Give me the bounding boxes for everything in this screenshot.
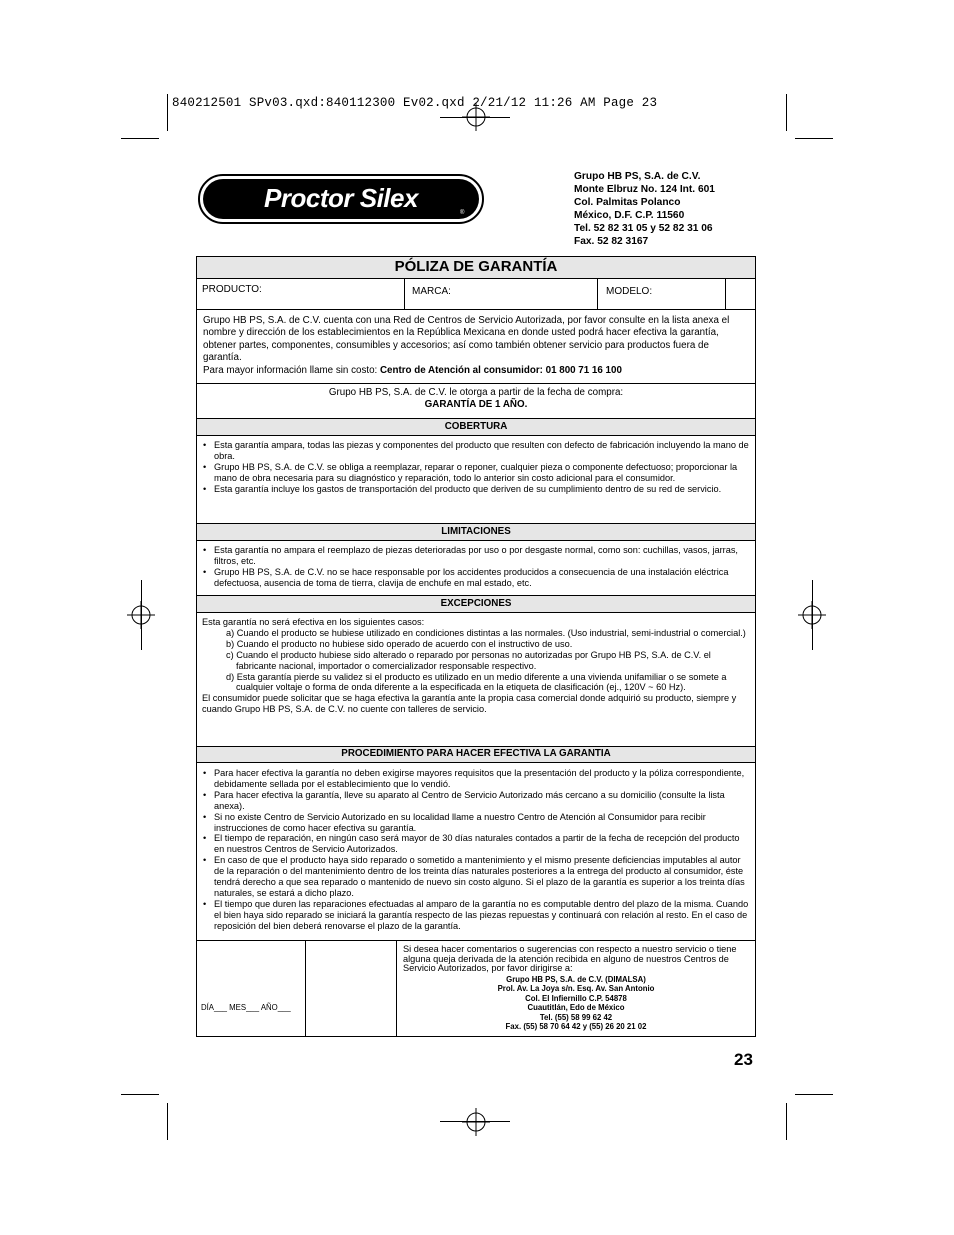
list-item: • Para hacer efectiva la garantía, lleve su aparato al Centro de Servicio Autorizado más cercano a su domicilio (consulte la lista anexa). bbox=[202, 790, 749, 812]
section-title-limitaciones: LIMITACIONES bbox=[441, 526, 511, 537]
company-line: Monte Elbruz No. 124 Int. 601 bbox=[574, 184, 715, 196]
list-item: • Si no existe Centro de Servicio Autorizado en su localidad llame a nuestro Centro de Atención al Consumidor para recibir instrucciones de como hacer efectiva su garantía. bbox=[202, 812, 749, 834]
comments-text: Si desea hacer comentarios o sugerencias con respecto a nuestro servicio o tiene alguna queja derivada de la atención recibida en alguno de nuestros Centros de Servicio Autorizados, por favor dirigirse a: bbox=[403, 944, 737, 974]
intro-text: Grupo HB PS, S.A. de C.V. cuenta con una Red de Centros de Servicio Autorizada, por favor consulte en la lista anexa el nombre y dirección de los establecimientos en la República Mexicana en donde usted podrá hacer efectiva la garantía, obtener partes, componentes, consumibles y accesorios; así como también obtener servicio para productos fuera de garantía. bbox=[203, 315, 730, 364]
exception-case: c) Cuando el producto hubiese sido alterado o reparado por personas no autorizadas por Grupo HB PS, S.A. de C.V. el fabricante nacional, importador o comercializador responsable respectivo. bbox=[226, 649, 711, 671]
warranty-period: GARANTÍA DE 1 AÑO. bbox=[424, 399, 528, 411]
grant-line: Grupo HB PS, S.A. de C.V. le otorga a partir de la fecha de compra: bbox=[328, 387, 624, 398]
svg-text:Proctor Silex: Proctor Silex bbox=[264, 183, 418, 213]
date-fields: DÍA___ MES___ AÑO___ bbox=[201, 1003, 291, 1012]
cobertura-list bbox=[202, 440, 749, 495]
svg-text:®: ® bbox=[460, 210, 465, 216]
info-prefix: Para mayor información llame sin costo: bbox=[203, 364, 380, 376]
product-label: PRODUCTO: bbox=[202, 284, 262, 295]
address-line: Col. El Infiernillo C.P. 54878 bbox=[525, 993, 627, 1003]
company-line: Tel. 52 82 31 05 y 52 82 31 06 bbox=[574, 223, 713, 235]
excepciones-closing: El consumidor puede solicitar que se haga efectiva la garantía ante la propia casa comercial donde adquirió su producto, siempre y cuando Grupo HB PS, S.A. de C.V. no cuente con talleres de servicio. bbox=[202, 693, 737, 715]
registration-mark-icon bbox=[462, 103, 490, 131]
address-line: Prol. Av. La Joya s/n. Esq. Av. San Antonio bbox=[497, 984, 655, 994]
list-item: • Grupo HB PS, S.A. de C.V. se obliga a reemplazar, reparar o reponer, cualquier pieza o componente defectuoso; proporcionar la mano de obra necesaria para su diagnóstico y reparación, todo lo anterior sin costo adicional para el consumidor. bbox=[202, 462, 749, 484]
company-address bbox=[574, 170, 715, 249]
intro-paragraph bbox=[203, 315, 747, 377]
list-item: • El tiempo que duren las reparaciones efectuadas al amparo de la garantía no es computable dentro del plazo de la misma. Cuando el bien haya sido reparado se iniciará la garantía respecto de las piezas repuestas y continuará con relación al resto. En el caso de reposición del bien deberá renovarse el plazo de la garantía. bbox=[202, 899, 749, 932]
list-item: • En caso de que el producto haya sido reparado o sometido a mantenimiento y el mismo presente deficiencias imputables al autor de la reparación o del mantenimiento dentro de los treinta días naturales posteriores a la entrega del producto al consumidor, éste tendrá derecho a que sea reparado o mantenido de nuevo sin costo alguno. Si el plazo de la garantía es superior a los treinta días naturales, se estará a dicho plazo. bbox=[202, 855, 749, 899]
proctor-silex-logo bbox=[198, 174, 484, 224]
address-line: Fax. (55) 58 70 64 42 y (55) 26 20 21 02 bbox=[505, 1022, 647, 1032]
model-label: MODELO: bbox=[606, 286, 653, 297]
section-title-procedimiento: PROCEDIMIENTO PARA HACER EFECTIVA LA GARANTIA bbox=[341, 748, 611, 759]
list-item: • Esta garantía no ampara el reemplazo de piezas deterioradas por uso o por desgaste normal, como son: cuchillas, vasos, jarras, filtros, etc. bbox=[202, 545, 749, 567]
exception-case: a) Cuando el producto se hubiese utilizado en condiciones distintas a las normales. (Uso industrial, semi-industrial o comercial.) bbox=[226, 627, 746, 638]
company-line: Fax. 52 82 3167 bbox=[574, 236, 649, 248]
exception-case: b) Cuando el producto no hubiese sido operado de acuerdo con el instructivo de uso. bbox=[226, 638, 573, 649]
section-title-excepciones: EXCEPCIONES bbox=[440, 598, 512, 609]
company-line: Col. Palmitas Polanco bbox=[574, 197, 681, 209]
list-item: • Para hacer efectiva la garantía no deben exigirse mayores requisitos que la presentación del producto y la póliza correspondiente, debidamente sellada por el establecimiento que lo vendió. bbox=[202, 768, 749, 790]
section-title-cobertura: COBERTURA bbox=[444, 421, 508, 432]
exception-case: d) Esta garantía pierde su validez si el producto es utilizado en un medio diferente a una vivienda unifamiliar o se somete a cualquier voltaje o forma de onda diferente a la especificada en la etiqueta de clasificación (ej., 120V ~ 60 Hz). bbox=[226, 671, 727, 693]
address-line: Cuautitlán, Edo de México bbox=[527, 1003, 625, 1013]
page-number: 23 bbox=[734, 1050, 753, 1069]
list-item: • Esta garantía incluye los gastos de transportación del producto que deriven de su cumplimiento dentro de su red de servicio. bbox=[202, 484, 749, 495]
company-line: México, D.F. C.P. 11560 bbox=[574, 210, 685, 222]
excepciones-block bbox=[202, 617, 749, 715]
excepciones-intro: Esta garantía no será efectiva en los siguientes casos: bbox=[202, 617, 425, 627]
list-item: • El tiempo de reparación, en ningún caso será mayor de 30 días naturales contados a partir de la fecha de recepción del producto en nuestros Centros de Servicio Autorizados. bbox=[202, 833, 749, 855]
consumer-hotline: Centro de Atención al consumidor: 01 800 71 16 100 bbox=[379, 364, 622, 376]
limitaciones-list bbox=[202, 545, 749, 589]
warranty-form bbox=[196, 256, 756, 1037]
brand-label: MARCA: bbox=[412, 286, 451, 297]
procedimiento-list bbox=[202, 768, 749, 932]
list-item: • Esta garantía ampara, todas las piezas y componentes del producto que resulten con defecto de fabricación incluyendo la mano de obra. bbox=[202, 440, 749, 462]
address-line: Tel. (55) 58 99 62 42 bbox=[539, 1012, 613, 1022]
company-line: Grupo HB PS, S.A. de C.V. bbox=[574, 171, 701, 182]
registration-mark-icon bbox=[127, 601, 155, 629]
list-item: • Grupo HB PS, S.A. de C.V. no se hace responsable por los accidentes producidos a consecuencia de una instalación eléctrica defectuosa, ausencia de toma de tierra, clavija de enchufe en mal estado, etc. bbox=[202, 567, 749, 589]
service-address bbox=[397, 975, 755, 1031]
address-line: Grupo HB PS, S.A. de C.V. (DIMALSA) bbox=[506, 975, 646, 984]
registration-mark-icon bbox=[462, 1108, 490, 1136]
file-slug: 840212501 SPv03.qxd:840112300 Ev02.qxd 2/21/12 11:26 AM Page 23 bbox=[172, 96, 658, 110]
form-title: PÓLIZA DE GARANTÍA bbox=[394, 258, 558, 275]
grant-block bbox=[197, 387, 755, 412]
registration-mark-icon bbox=[798, 601, 826, 629]
